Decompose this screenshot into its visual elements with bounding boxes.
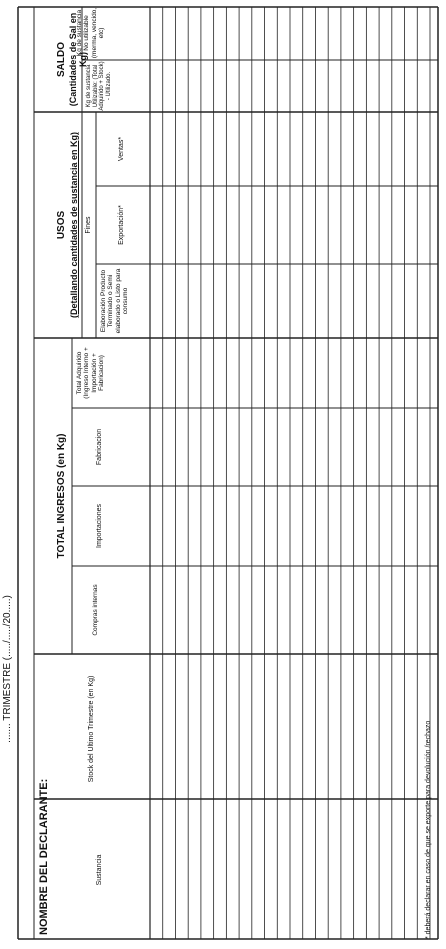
usos-subheader: (Detallando cantidades de sustancia en Kg) [69, 131, 79, 319]
usos-header: USOS [56, 210, 67, 240]
col-header-exportacion: Exportación* [118, 205, 125, 245]
footnote: * deberá declarar en caso de que se exporte para devolución /rechazo [425, 720, 432, 939]
total-ingresos-header: TOTAL INGRESOS (en Kg) [56, 433, 67, 559]
col-header-compras: Compras internas [92, 584, 99, 636]
col-header-sustancia: Sustancia [96, 854, 103, 886]
col-header-ventas: Ventas* [118, 136, 125, 162]
saldo-header: SALDO [56, 42, 67, 77]
col-header-elaboracion: Elaboración Producto Terminado o Semi elaborado o Listo para consumo [100, 268, 129, 334]
col-header-stack: Stock del Ultimo Trimestre (en Kg) [88, 675, 95, 783]
col-header-importaciones: Importaciones [96, 504, 103, 548]
col-header-kg-utilizable: Kg de sustancia Utilizable: (Total Adquirido + Stock) - Utilizado. [86, 61, 113, 111]
fines-label: Fines [85, 216, 92, 234]
declarante-label: NOMBRE DEL DECLARANTE: [38, 778, 50, 935]
col-header-total-adquirido: Total Adquirido (Ingreso Interno + Importación + Fabricacion) [76, 347, 105, 399]
col-header-fabricacion: Fabricacion [96, 428, 103, 466]
saldo-subheader: (Cantidades de Sal en Kg) [68, 12, 89, 107]
trimestre-title: ....... TRIMESTRE (...../...../20.....) [2, 595, 13, 743]
col-header-kg-no-utilizable: Kg de sustancia No utilizable (merma, vencido, etc) [76, 7, 105, 59]
